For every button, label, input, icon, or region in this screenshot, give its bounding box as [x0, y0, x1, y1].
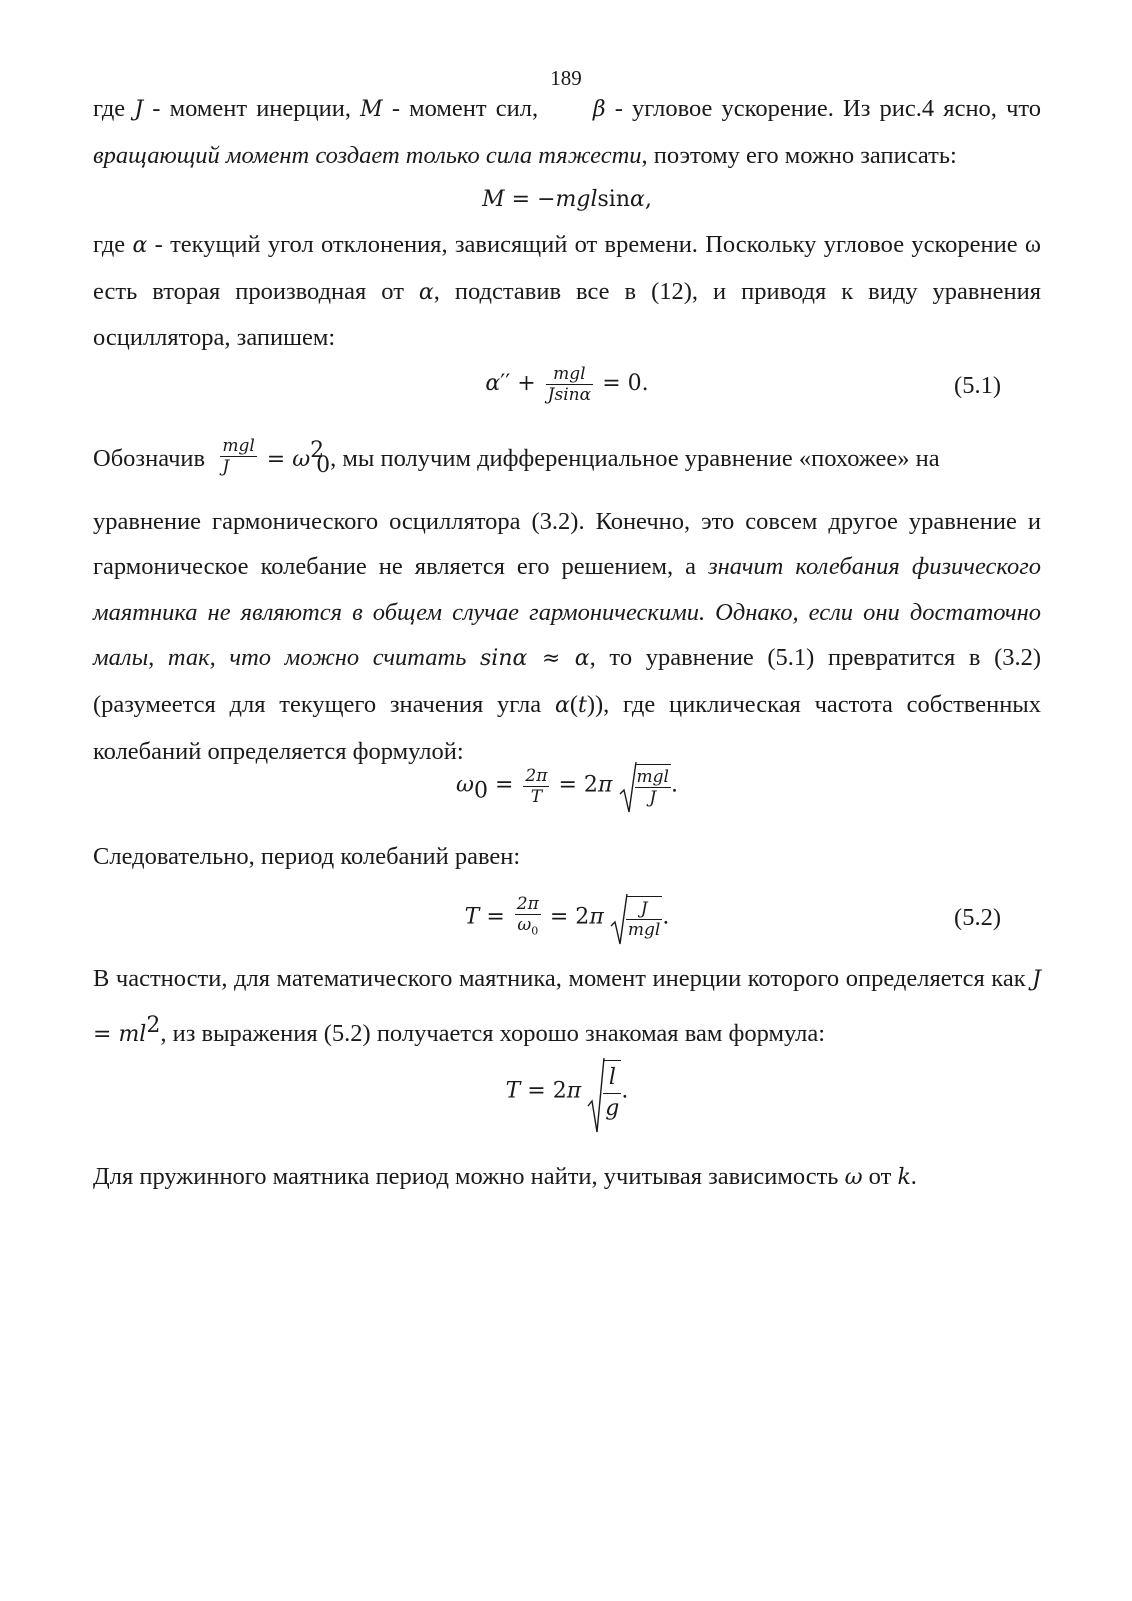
square-root: $\frac{J}{\text{mgl}}$: [610, 896, 662, 940]
equation-number: (5.2): [954, 904, 1001, 931]
paragraph: где α - текущий угол отклонения, зависящий от времени. Поскольку угловое ускорение ω есть вторая производная от α, подставив все в (12), и приводя к виду уравнения осциллятора, запишем:: [93, 231, 1042, 352]
square-root: $\frac{\text{mgl}}{J}$: [619, 764, 671, 808]
equation-number: (5.1): [954, 372, 1001, 399]
paragraph: где J - момент инерции, M - момент сил, β - угловое ускорение. Из рис.4 ясно, что вращающий момент создает только сила тяжести, поэтому его можно записать:: [93, 95, 1042, 169]
paragraph: Следовательно, период колебаний равен:: [93, 843, 521, 870]
fraction: $\frac{\text{mgl}}{J}$: [222, 436, 255, 478]
page-number: 189: [550, 66, 582, 90]
fraction: $\frac{\text{mgl}}{Jsin\alpha}$: [547, 364, 592, 405]
paragraph: В частности, для математического маятника, момент инерции которого определяется как $J = ml^2$, из выражения (5.2) получается хорошо знакомая вам формула:: [93, 965, 1041, 1047]
square-root: $\frac{l}{g}$: [587, 1060, 621, 1124]
fraction: $\frac{2\pi}{T}$: [525, 765, 548, 807]
equation-5-2: T = $\frac{2\pi}{\omega_0}$ = 2π $\frac{J}{\text{mgl}}$ . (5.2): [93, 894, 1041, 941]
equation-5-1: α′′ + $\frac{\text{mgl}}{Jsin\alpha}$ = 0. (5.1): [485, 364, 1001, 405]
equation-omega0: $\omega_0$ = $\frac{2\pi}{T}$ = 2π $\frac{\text{mgl}}{J}$ .: [93, 764, 1041, 808]
fraction: $\frac{2\pi}{\omega_0}$: [516, 894, 539, 938]
equation-math-pendulum: T = 2π $\frac{l}{g}$ .: [93, 1060, 1041, 1124]
paragraph: Обозначив $\frac{\text{mgl}}{J}$ = $\omega^2_0$, мы получим дифференциальное уравнение «похожее» на уравнение гармонического осциллятора (3.2). Конечно, это совсем другое уравнение и гармоническое колебание не является его решением, а значит колебания физического маятника не являются в общем случае гармоническими. Однако, если они достаточно малы, так, что можно считать sinα ≈ α, то уравнение (5.1) превратится в (3.2) (разумеется для текущего значения угла α(t)), где циклическая частота собственных колебаний определяется формулой:: [93, 436, 1042, 765]
equation-moment: M = −mglsinα,: [482, 187, 652, 212]
paragraph: Для пружинного маятника период можно найти, учитывая зависимость ω от k.: [93, 1163, 917, 1190]
